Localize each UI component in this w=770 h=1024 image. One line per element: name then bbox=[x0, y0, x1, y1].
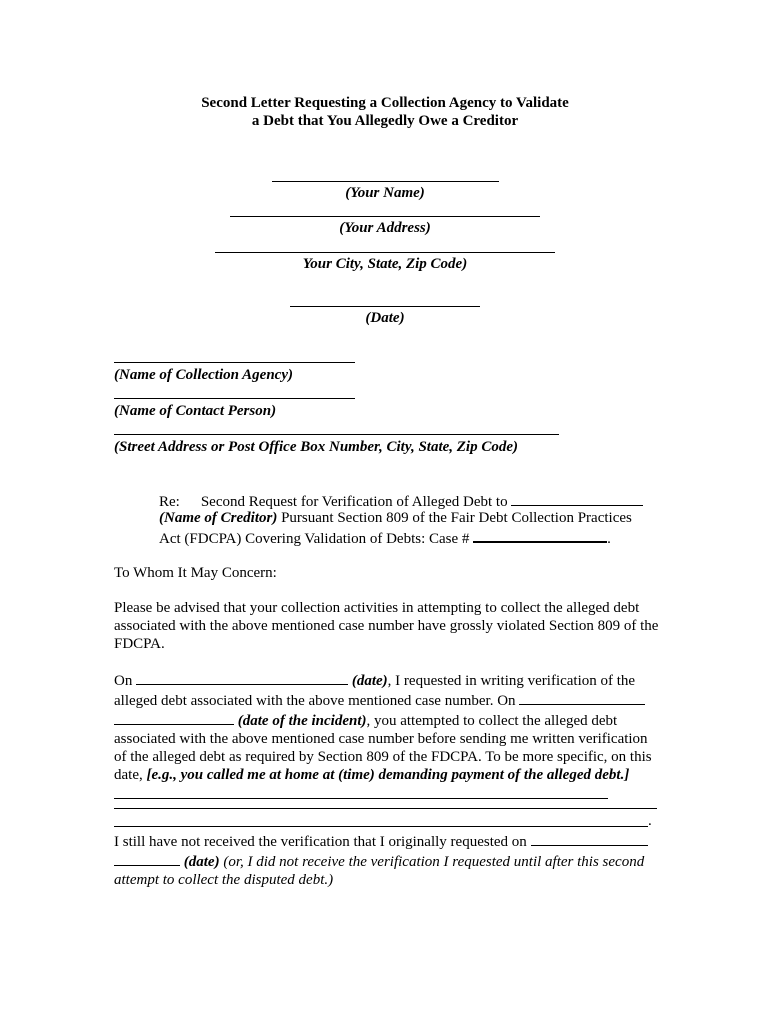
para3-text-1: I still have not received the verification that I originally requested on bbox=[114, 834, 527, 850]
title-line-1: Second Letter Requesting a Collection Agency to Validate bbox=[201, 95, 569, 111]
paragraph-3 bbox=[114, 831, 659, 889]
re-text-1: Second Request for Verification of Alleged Debt to bbox=[200, 494, 508, 510]
para2-incident-label: (date of the incident) bbox=[237, 713, 367, 729]
creditor-blank[interactable] bbox=[511, 491, 643, 506]
original-request-date-blank-a[interactable] bbox=[531, 831, 648, 846]
agency-name-blank[interactable] bbox=[114, 362, 355, 363]
incident-date-blank-b[interactable] bbox=[114, 710, 234, 725]
re-text-3: Act (FDCPA) Covering Validation of Debts: Case # bbox=[159, 531, 470, 547]
para3-date-label: (date) bbox=[183, 854, 220, 870]
your-address-blank[interactable] bbox=[230, 216, 540, 217]
para2-text-1: , I requested in writing verification of the alleged debt associated with the above mentioned case number. On bbox=[114, 673, 636, 709]
agency-address-blank[interactable] bbox=[114, 434, 559, 435]
details-period: . bbox=[648, 813, 652, 829]
details-blank-2[interactable] bbox=[114, 808, 657, 809]
paragraph-1: Please be advised that your collection activities in attempting to collect the alleged debt associated with the above mentioned case number have grossly violated Section 809 of the FDCPA. bbox=[114, 600, 659, 652]
contact-person-label: (Name of Contact Person) bbox=[114, 403, 277, 419]
re-prefix: Re: bbox=[159, 494, 180, 510]
details-blank-3[interactable] bbox=[114, 826, 648, 827]
original-request-date-blank-b[interactable] bbox=[114, 851, 180, 866]
para3-text-2: (or, I did not receive the verification I requested until after this second attempt to collect the disputed debt.) bbox=[114, 854, 645, 888]
creditor-label: (Name of Creditor) bbox=[159, 510, 278, 526]
contact-person-blank[interactable] bbox=[114, 398, 355, 399]
your-name-blank[interactable] bbox=[272, 181, 499, 182]
agency-name-label: (Name of Collection Agency) bbox=[114, 367, 293, 383]
agency-address-label: (Street Address or Post Office Box Number, City, State, Zip Code) bbox=[114, 439, 519, 455]
case-number-blank[interactable] bbox=[473, 527, 607, 543]
salutation: To Whom It May Concern: bbox=[114, 565, 277, 581]
details-blank-1[interactable] bbox=[114, 784, 608, 799]
para2-text-2: , you attempted to collect the alleged debt associated with the above mentioned case number before sending me written verification of the alleged debt as required by Section 809 of the FDCPA. To be more specific, on this date, bbox=[114, 713, 652, 783]
request-date-blank[interactable] bbox=[136, 670, 348, 685]
your-city-label: Your City, State, Zip Code) bbox=[302, 256, 468, 272]
re-line-2 bbox=[159, 509, 632, 527]
title-line-2: a Debt that You Allegedly Owe a Creditor bbox=[251, 113, 519, 129]
para2-date-label: (date) bbox=[351, 673, 388, 689]
date-blank[interactable] bbox=[290, 306, 480, 307]
your-name-label: (Your Name) bbox=[345, 185, 425, 201]
your-city-blank[interactable] bbox=[215, 252, 555, 253]
your-address-label: (Your Address) bbox=[339, 220, 431, 236]
re-text-2: Pursuant Section 809 of the Fair Debt Collection Practices bbox=[277, 510, 632, 526]
incident-date-blank-a[interactable] bbox=[519, 690, 645, 705]
paragraph-2 bbox=[114, 670, 659, 804]
re-line-3: Act (FDCPA) Covering Validation of Debts: Case # . bbox=[159, 527, 611, 548]
para2-example: [e.g., you called me at home at (time) demanding payment of the alleged debt.] bbox=[146, 767, 630, 783]
para2-on: On bbox=[114, 673, 133, 689]
re-line-1 bbox=[159, 491, 643, 511]
date-label: (Date) bbox=[365, 310, 405, 326]
